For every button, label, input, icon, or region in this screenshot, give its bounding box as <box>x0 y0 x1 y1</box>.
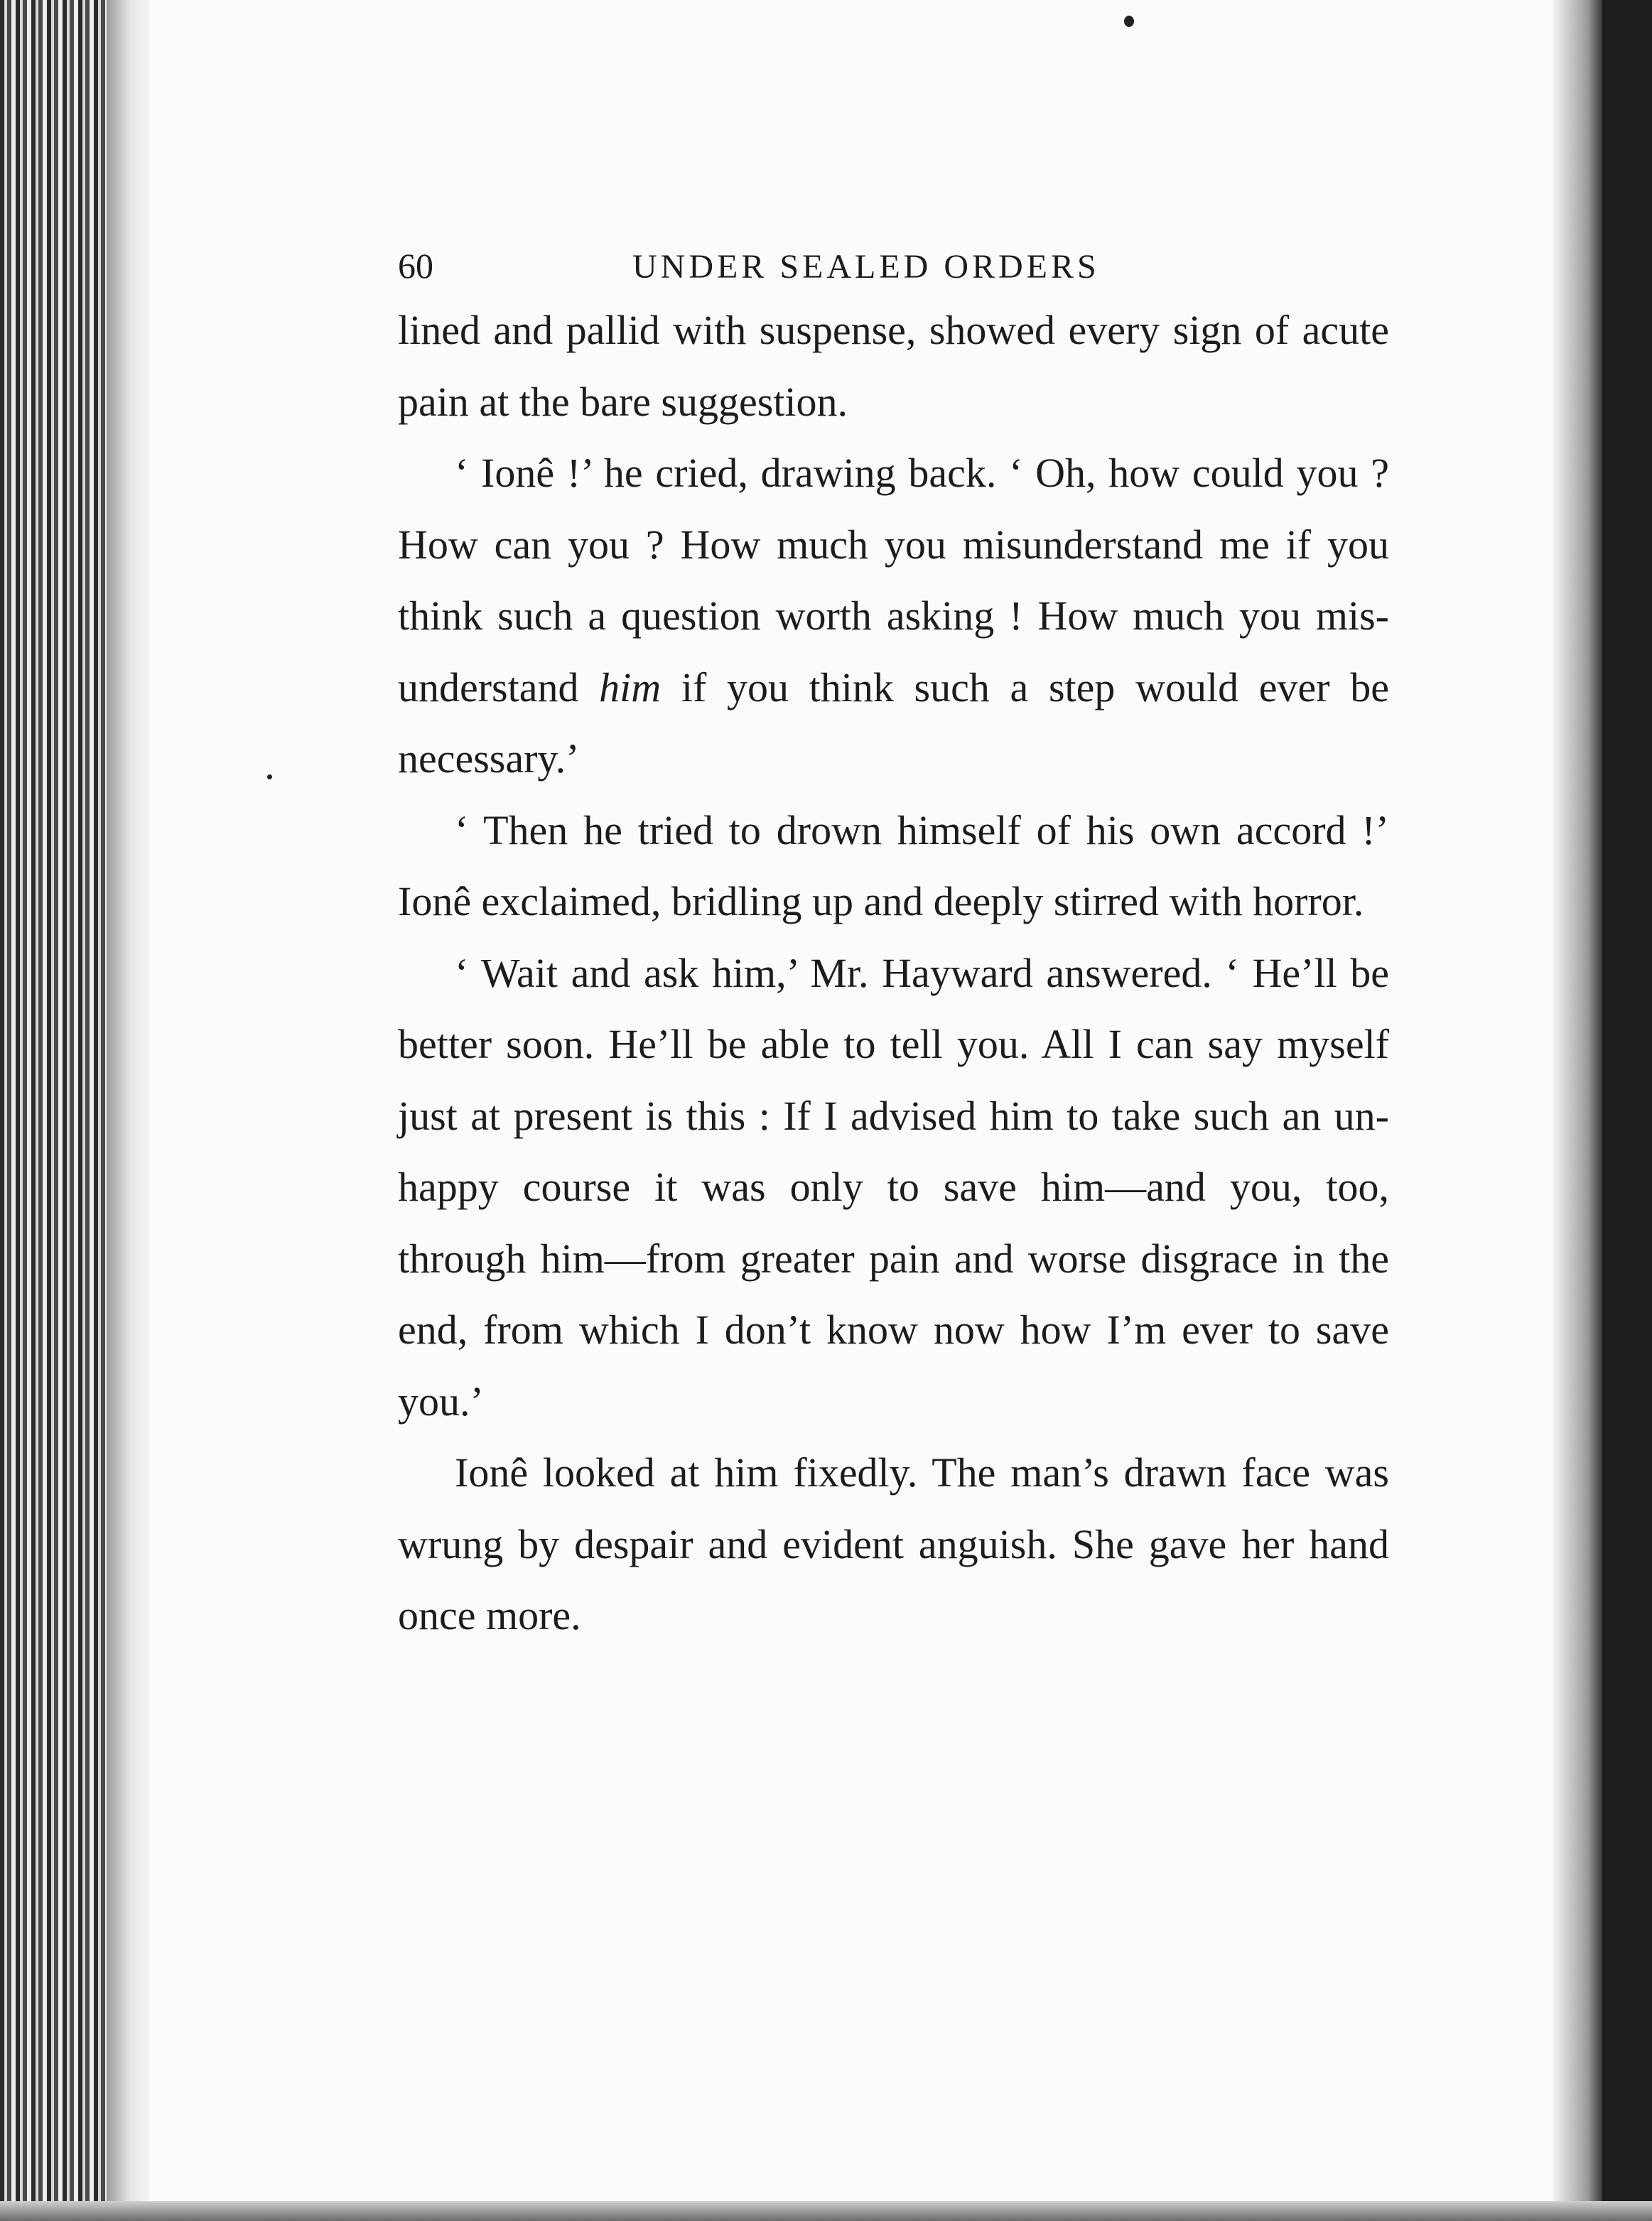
ink-speck <box>267 774 272 779</box>
paragraph <box>398 938 1389 1438</box>
ink-speck <box>1124 16 1134 27</box>
gutter-shadow <box>1553 0 1602 2221</box>
paragraph <box>398 795 1389 938</box>
paragraph-text: if you think such a step would ever be necessary.’ <box>398 664 1389 782</box>
paragraph <box>398 295 1389 438</box>
paragraph-text: ‘ Then he tried to drown himself of his own accord !’ Ionê exclaimed, bridling up and deeply stirred with horror. <box>398 806 1389 924</box>
text-block <box>398 245 1389 1652</box>
page-number: 60 <box>398 246 433 286</box>
stacked-page-edges <box>0 0 149 2221</box>
paragraph <box>398 438 1389 795</box>
running-title: UNDER SEALED ORDERS <box>632 248 1100 286</box>
paragraph-text: Ionê looked at him fixedly. The man’s drawn face was wrung by despair and evident anguish. She gave her hand once more. <box>398 1449 1389 1638</box>
facing-page-edge <box>1602 0 1652 2221</box>
paragraph <box>398 1437 1389 1652</box>
running-head <box>398 245 1389 295</box>
paragraph-text: lined and pallid with suspense, showed every sign of acute pain at the bare suggestion. <box>398 307 1389 425</box>
paragraph-text: ‘ Wait and ask him,’ Mr. Hayward answered. ‘ He’ll be better soon. He’ll be able to tell you. All I can say myself just at present is this : If I advised him to take such an un-happy course it was only to save him—and you, too, through him—from greater pain and worse disgrace in the end, from which I don’t know now how I’m ever to save you.’ <box>398 949 1389 1425</box>
italic-emphasis: him <box>599 664 662 710</box>
paragraph-text: ‘ Ionê !’ he cried, drawing back. ‘ Oh, how could you ? How can you ? How much you misunderstand me if you think such a question worth asking ! How much you mis-understand <box>398 450 1389 710</box>
bottom-edge <box>0 2201 1652 2221</box>
